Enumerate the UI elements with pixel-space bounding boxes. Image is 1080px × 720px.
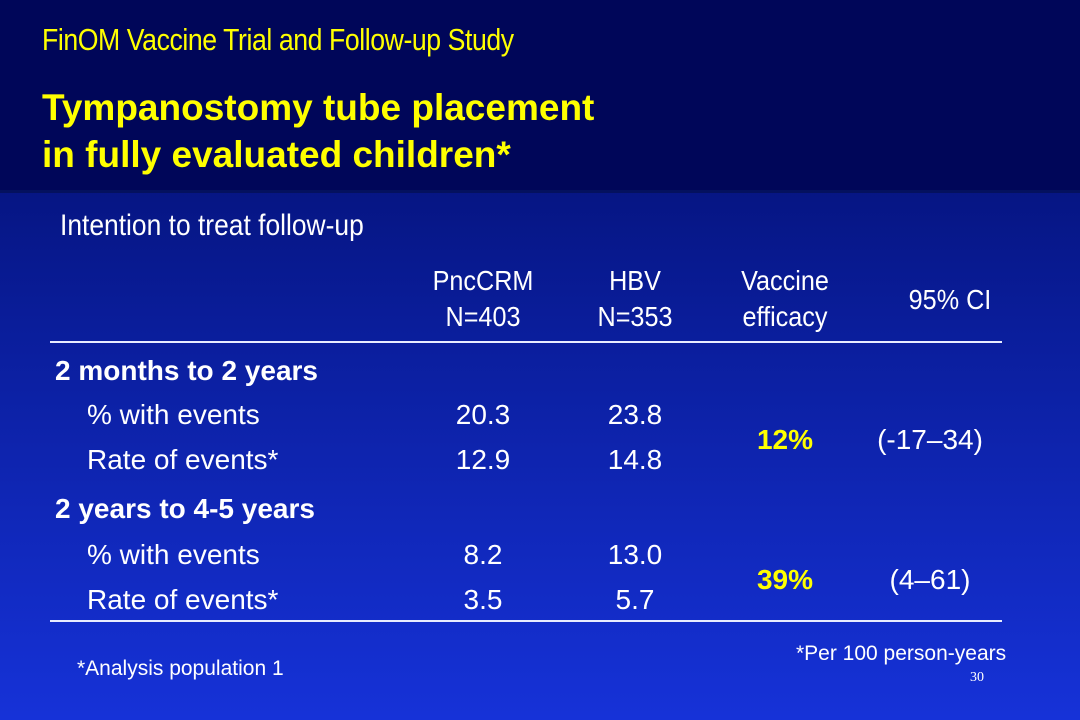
pnccrm-value: 20.3 (455, 399, 511, 430)
hbv-value: 14.8 (607, 444, 663, 475)
slide-title-line2: in fully evaluated children* (42, 134, 511, 175)
row-label: Rate of events* (87, 444, 279, 475)
pnccrm-value: 12.9 (455, 444, 511, 475)
slide-subtitle: FinOM Vaccine Trial and Follow-up Study (42, 22, 514, 57)
table-header-rule (50, 341, 1002, 343)
column-header-line: 95% CI (908, 284, 992, 315)
pnccrm-value: 8.2 (463, 539, 503, 570)
hbv-value: 23.8 (607, 399, 663, 430)
footnote-per-100: *Per 100 person-years (796, 642, 1007, 665)
column-header-line: efficacy (742, 301, 828, 332)
slide-title-line1: Tympanostomy tube placement (42, 87, 595, 128)
column-header-hbv (581, 263, 689, 335)
row-label: % with events (87, 399, 260, 430)
column-header-95-ci (865, 282, 1036, 318)
footnote-analysis-population: *Analysis population 1 (77, 657, 284, 680)
title-divider (0, 190, 1080, 193)
column-header-line: Vaccine (741, 265, 829, 296)
section-label: Intention to treat follow-up (60, 209, 364, 242)
hbv-value: 13.0 (607, 539, 663, 570)
table-bottom-rule (50, 620, 1002, 622)
column-header-line: N=353 (597, 301, 673, 332)
row-label: % with events (87, 539, 260, 570)
column-header-line: PncCRM (432, 265, 534, 296)
slide-title (42, 84, 594, 178)
vaccine-efficacy-value: 12% (756, 424, 814, 455)
page-number: 30 (970, 670, 984, 685)
vaccine-efficacy-value: 39% (756, 564, 814, 595)
pnccrm-value: 3.5 (463, 584, 503, 615)
group-label: 2 months to 2 years (55, 355, 318, 386)
column-header-vaccine-efficacy (727, 263, 844, 335)
group-label: 2 years to 4-5 years (55, 493, 315, 524)
ci-value: (4–61) (889, 564, 971, 595)
column-header-line: N=403 (445, 301, 521, 332)
hbv-value: 5.7 (615, 584, 655, 615)
row-label: Rate of events* (87, 584, 279, 615)
column-header-line: HBV (609, 265, 661, 296)
ci-value: (-17–34) (877, 424, 983, 455)
column-header-pnccrm (429, 263, 537, 335)
